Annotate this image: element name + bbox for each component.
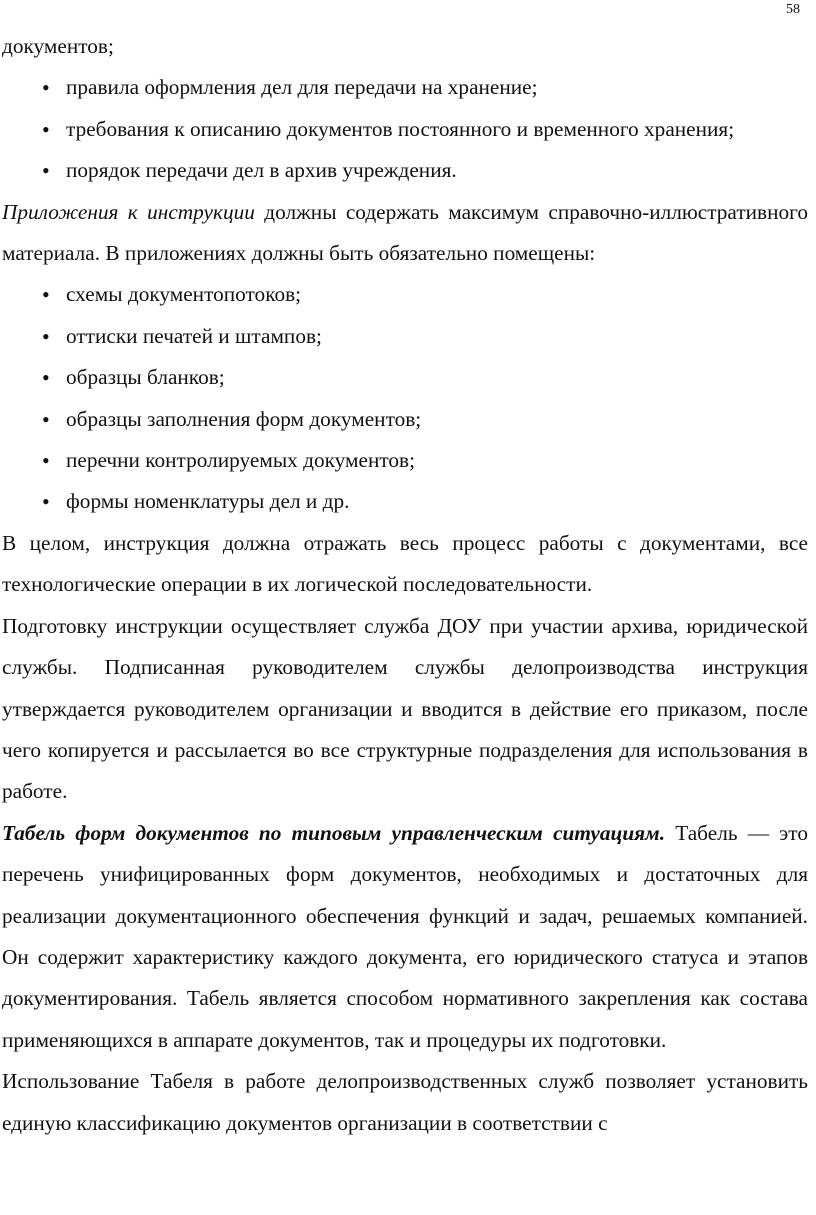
- document-body: [2, 26, 808, 1144]
- tabel-heading: Табель форм документов по типовым управленческим ситуациям.: [2, 820, 666, 845]
- list-item: • правила оформления дел для передачи на хранение;: [2, 67, 808, 108]
- archive-rules-list: [2, 67, 808, 191]
- list-item: • схемы документопотоков;: [2, 274, 808, 315]
- list-item: • формы номенклатуры дел и др.: [2, 481, 808, 522]
- page-number: 58: [786, 2, 800, 17]
- list-item: • образцы заполнения форм документов;: [2, 399, 808, 440]
- list-item: • перечни контролируемых документов;: [2, 440, 808, 481]
- tabel-paragraph: [2, 813, 808, 1061]
- list-item: • образцы бланков;: [2, 357, 808, 398]
- usage-paragraph: Использование Табеля в работе делопроизводственных служб позволяет установить единую классификацию документов организации в соответствии с: [2, 1069, 808, 1135]
- preparation-paragraph: Подготовку инструкции осуществляет служба ДОУ при участии архива, юридической службы. Подписанная руководителем службы делопроизводства инструкция утверждается руководителем организации и вводится в действие его приказом, после чего копируется и рассылается во все структурные подразделения для использования в работе.: [2, 613, 808, 804]
- appendix-list: [2, 274, 808, 522]
- tabel-text: Табель — это перечень унифицированных форм документов, необходимых и достаточных для реализации документационного обеспечения функций и задач, решаемых компанией. Он содержит характеристику каждого документа, его юридического статуса и этапов документирования. Табель является способом нормативного закрепления как состава применяющихся в аппарате документов, так и процедуры их подготовки.: [2, 820, 808, 1052]
- appendix-paragraph: [2, 192, 808, 275]
- list-item: • требования к описанию документов постоянного и временного хранения;: [2, 109, 808, 150]
- list-item: • оттиски печатей и штампов;: [2, 316, 808, 357]
- process-paragraph: В целом, инструкция должна отражать весь процесс работы с документами, все технологические операции в их логической последовательности.: [2, 530, 808, 597]
- appendix-lead: Приложения к инструкции: [2, 199, 255, 224]
- appendix-text: должны содержать максимум справочно-иллюстративного материала. В приложениях должны быть обязательно помещены:: [2, 199, 808, 266]
- list-item: • порядок передачи дел в архив учреждения.: [2, 150, 808, 191]
- intro-line: документов;: [2, 34, 114, 58]
